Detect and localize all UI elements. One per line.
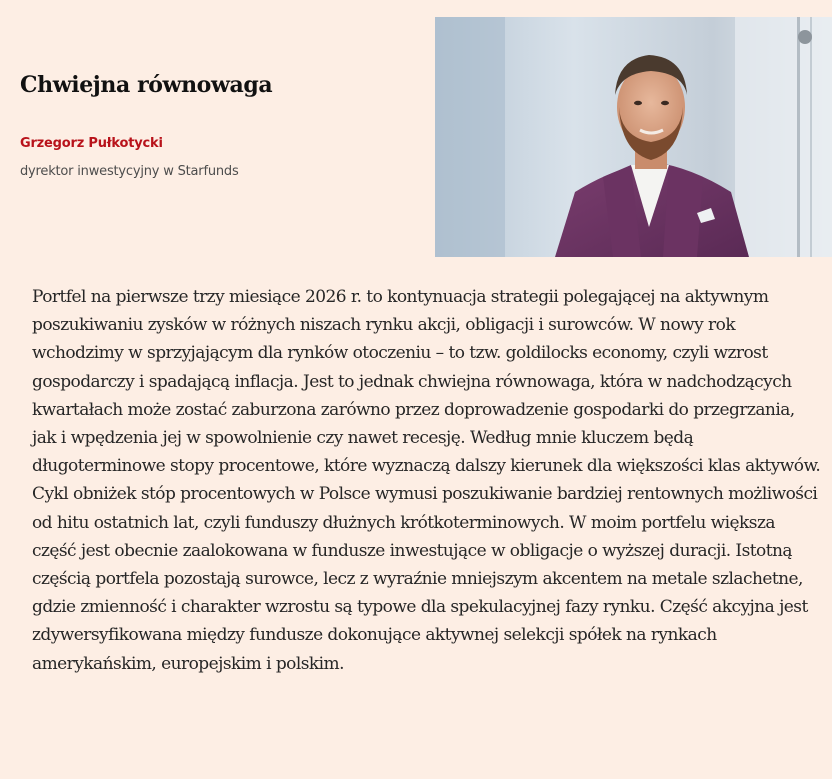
article-title: Chwiejna równowaga (20, 72, 273, 98)
author-role: dyrektor inwestycyjny w Starfunds (20, 164, 239, 179)
author-name[interactable]: Grzegorz Pułkotycki (20, 136, 163, 151)
author-photo (435, 17, 832, 257)
article-body: Portfel na pierwsze trzy miesiące 2026 r. to kontynuacja strategii polegającej na aktywnym poszukiwaniu zysków w różnych niszach rynku akcji, obligacji i surowców. W nowy rok wchodzimy w sprzyjającym dla rynków otoczeniu – to tzw. goldilocks economy, czyli wzrost gospodarczy i spadającą inflacja. Jest to jednak chwiejna równowaga, która w nadchodzących kwartałach może zostać zaburzona zarówno przez doprowadzenie gospodarki do przegrzania, jak i wpędzenia jej w spowolnienie czy nawet recesję. Według mnie kluczem będą długoterminowe stopy procentowe, które wyznaczą dalszy kierunek dla większości klas aktywów. Cykl obniżek stóp procentowych w Polsce wymusi poszukiwanie bardziej rentownych możliwości od hitu ostatnich lat, czyli funduszy dłużnych krótkoterminowych. W moim portfelu większa część jest obecnie zaalokowana w fundusze inwestujące w obligacje o wyższej duracji. Istotną częścią portfela pozostają surowce, lecz z wyraźnie mniejszym akcentem na metale szlachetne, gdzie zmienność i charakter wzrostu są typowe dla spekulacyjnej fazy rynku. Część akcyjna jest zdywersyfikowana między fundusze dokonujące aktywnej selekcji spółek na rynkach amerykańskim, europejskim i polskim. (32, 287, 821, 674)
